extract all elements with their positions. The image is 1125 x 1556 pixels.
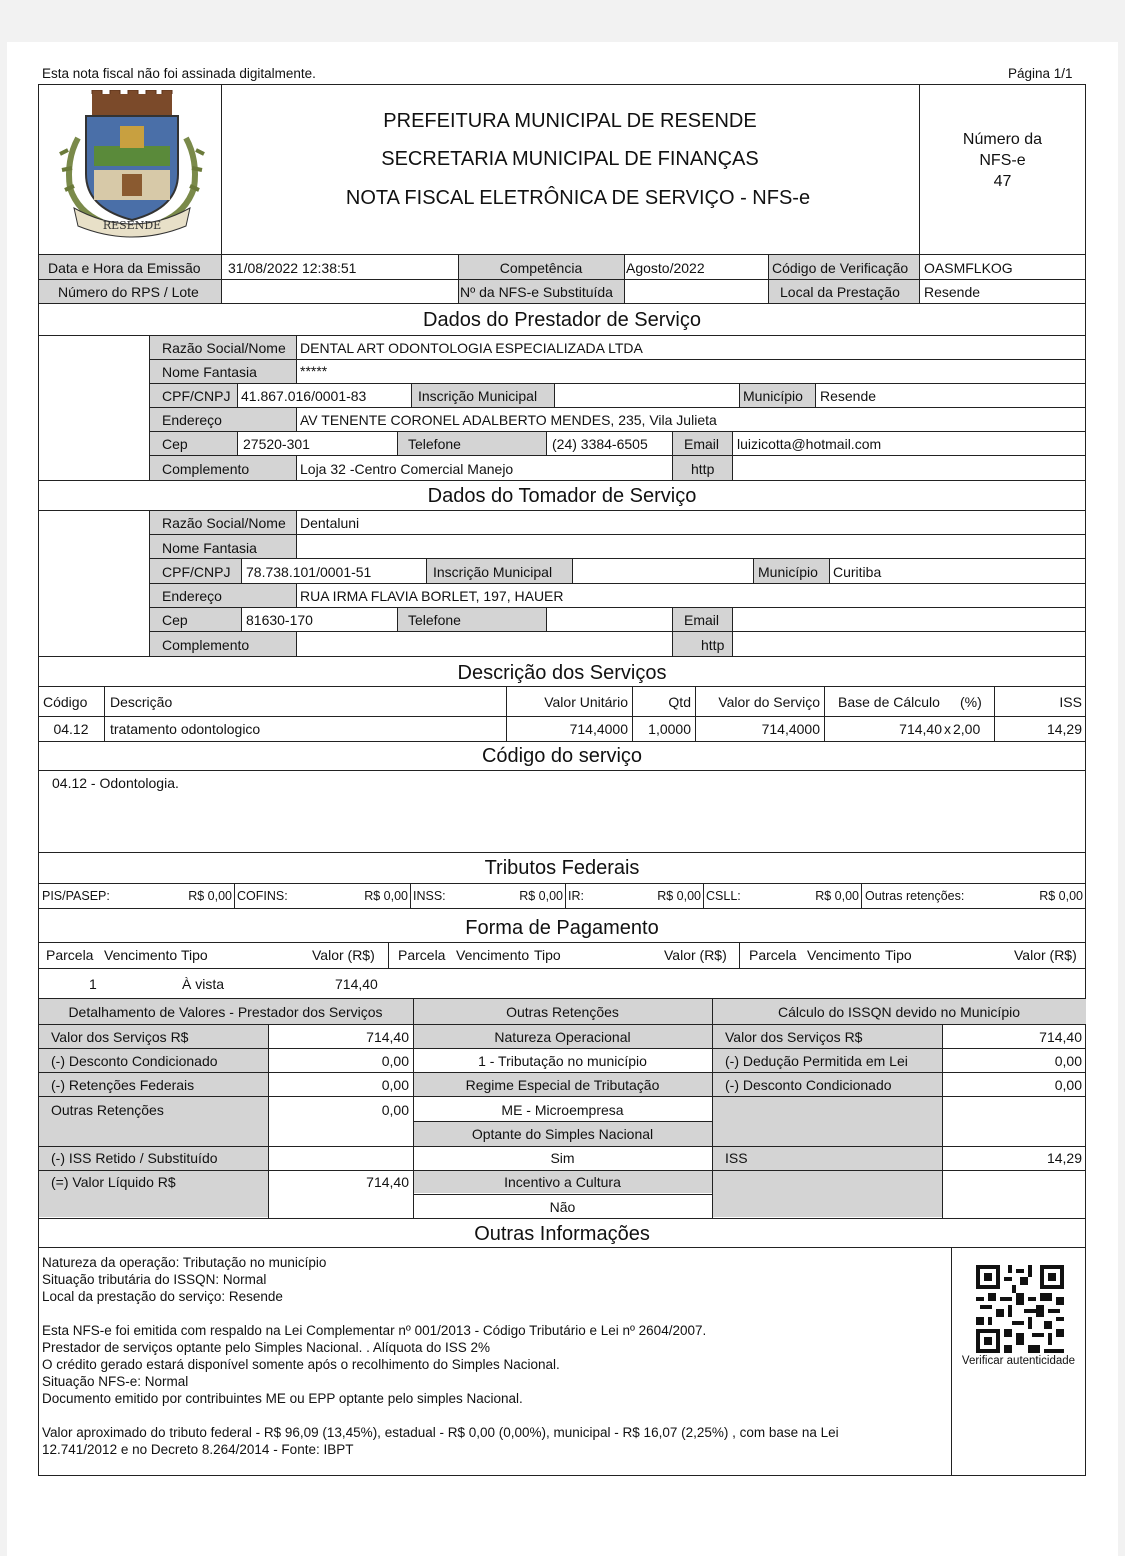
servicos-header-codigo: Código	[43, 694, 88, 710]
info-line-9: Documento emitido por contribuintes ME ou EPP optante pelo simples Nacional.	[42, 1391, 523, 1406]
det-natureza-value: 1 - Tributação no município	[478, 1053, 647, 1069]
competencia-label: Competência	[499, 260, 583, 276]
det-outras-ret-value: 0,00	[381, 1102, 409, 1118]
codigo-servico-text: 04.12 - Odontologia.	[52, 775, 179, 791]
prestador-municipio-value: Resende	[820, 388, 877, 404]
nfse-number-label-2: NFS-e	[979, 152, 1026, 169]
tributo-pis-value: R$ 0,00	[188, 889, 232, 903]
servico-iss: 14,29	[1046, 721, 1082, 737]
pag-parcela: 1	[89, 976, 97, 992]
det-c3-deducao-label: (-) Dedução Permitida em Lei	[725, 1053, 908, 1069]
rps-label: Número do RPS / Lote	[58, 284, 199, 300]
prestador-endereco-label: Endereço	[162, 412, 222, 428]
det-iss-retido-label: (-) ISS Retido / Substituído	[51, 1150, 218, 1166]
prestador-fantasia-value: *****	[300, 363, 328, 379]
pag-h-tipo-2: Tipo	[534, 947, 561, 963]
tomador-razao-label: Razão Social/Nome	[162, 515, 286, 531]
codigo-verificacao-value: OASMFLKOG	[924, 260, 1013, 276]
tomador-razao-value: Dentaluni	[300, 515, 360, 531]
tomador-endereco-value: RUA IRMA FLAVIA BORLET, 197, HAUER	[300, 588, 564, 604]
info-line-2: Situação tributária do ISSQN: Normal	[42, 1272, 267, 1287]
prestador-fantasia-label: Nome Fantasia	[162, 364, 257, 380]
tributo-outras-value: R$ 0,00	[1039, 889, 1083, 903]
local-prestacao-value: Resende	[924, 284, 981, 300]
tributo-outras-label: Outras retenções:	[865, 889, 965, 903]
prestador-cpf-value: 41.867.016/0001-83	[241, 388, 367, 404]
det-c3-desconto-label: (-) Desconto Condicionado	[725, 1077, 892, 1093]
det-regime-label: Regime Especial de Tributação	[465, 1077, 660, 1093]
prestador-cep-label: Cep	[162, 436, 188, 452]
pag-h-parcela-3: Parcela	[749, 947, 797, 963]
pag-h-valor-2: Valor (R$)	[664, 947, 727, 963]
tomador-im-label: Inscrição Municipal	[433, 564, 553, 580]
det-c3-valor-label: Valor dos Serviços R$	[725, 1029, 863, 1045]
codigo-servico-title: Código do serviço	[481, 745, 643, 767]
codigo-verificacao-label: Código de Verificação	[772, 260, 909, 276]
prestador-telefone-label: Telefone	[408, 436, 461, 452]
det-c3-deducao-value: 0,00	[1054, 1053, 1082, 1069]
pag-h-parcela-2: Parcela	[398, 947, 446, 963]
pag-h-valor-1: Valor (R$)	[312, 947, 375, 963]
tributos-title: Tributos Federais	[484, 857, 640, 879]
det-cultura-label: Incentivo a Cultura	[504, 1174, 621, 1190]
emissao-label: Data e Hora da Emissão	[48, 260, 201, 276]
det-regime-value: ME - Microempresa	[501, 1102, 624, 1118]
pag-tipo: À vista	[182, 976, 225, 992]
tomador-endereco-label: Endereço	[162, 588, 222, 604]
qr-code-icon[interactable]	[976, 1265, 1064, 1353]
tomador-email-label: Email	[684, 612, 720, 628]
info-line-5: Esta NFS-e foi emitida com respaldo na Lei Complementar nº 001/2013 - Código Tributário e Lei nº 2604/2007.	[42, 1323, 707, 1338]
nfse-number-label: Número da	[962, 131, 1043, 148]
servicos-header-iss: ISS	[1059, 694, 1082, 710]
substituida-label: Nº da NFS-e Substituída	[460, 284, 613, 300]
prestador-razao-label: Razão Social/Nome	[162, 340, 286, 356]
tributo-cofins-value: R$ 0,00	[364, 889, 408, 903]
tributo-csll-value: R$ 0,00	[815, 889, 859, 903]
prestador-email-label: Email	[684, 436, 720, 452]
det-cultura-value: Não	[549, 1199, 576, 1215]
emissao-value: 31/08/2022 12:38:51	[228, 260, 357, 276]
tributo-csll-label: CSLL:	[706, 889, 741, 903]
info-line-8: Situação NFS-e: Normal	[42, 1374, 189, 1389]
prestador-im-label: Inscrição Municipal	[418, 388, 538, 404]
prestador-complemento-label: Complemento	[162, 461, 250, 477]
det-liquido-label: (=) Valor Líquido R$	[51, 1174, 176, 1190]
info-line-7: O crédito gerado estará disponível somente após o recolhimento do Simples Nacional.	[42, 1357, 560, 1372]
outras-info-title: Outras Informações	[474, 1223, 650, 1245]
prestador-endereco-value: AV TENENTE CORONEL ADALBERTO MENDES, 235, Vila Julieta	[300, 412, 717, 428]
pagamento-title: Forma de Pagamento	[465, 917, 659, 939]
det-liquido-value: 714,40	[366, 1174, 409, 1190]
det-valor-servicos-value: 714,40	[366, 1029, 409, 1045]
tomador-municipio-value: Curitiba	[833, 564, 882, 580]
det-c3-desconto-value: 0,00	[1054, 1077, 1082, 1093]
local-prestacao-label: Local da Prestação	[780, 284, 900, 300]
det-c3-iss-value: 14,29	[1046, 1150, 1082, 1166]
pag-h-tipo-3: Tipo	[885, 947, 912, 963]
competencia-value: Agosto/2022	[626, 260, 705, 276]
servicos-header-descricao: Descrição	[110, 694, 173, 710]
prestador-email-value: luizicotta@hotmail.com	[737, 436, 882, 452]
tomador-fantasia-label: Nome Fantasia	[162, 540, 257, 556]
page-number: Página 1/1	[1008, 66, 1073, 81]
servicos-header-base-calculo: Base de Cálculo	[838, 694, 940, 710]
servicos-section-title: Descrição dos Serviços	[457, 662, 667, 684]
det-c3-valor-value: 714,40	[1039, 1029, 1082, 1045]
tomador-http-label: http	[701, 637, 725, 653]
servicos-header-valor-servico: Valor do Serviço	[718, 694, 820, 710]
pag-h-vencimento-1: Vencimento	[104, 947, 178, 963]
tomador-telefone-label: Telefone	[408, 612, 461, 628]
tributo-cofins-label: COFINS:	[237, 889, 288, 903]
coat-of-arms-logo	[48, 90, 216, 240]
prestador-complemento-value: Loja 32 -Centro Comercial Manejo	[300, 461, 514, 477]
nfse-number-value: 47	[993, 173, 1012, 190]
tomador-cpf-label: CPF/CNPJ	[162, 564, 231, 580]
servico-valor: 714,4000	[761, 721, 820, 737]
servico-x: x	[944, 721, 951, 737]
tomador-section-title: Dados do Tomador de Serviço	[427, 485, 697, 507]
detalhamento-col1-title: Detalhamento de Valores - Prestador dos Serviços	[68, 1004, 383, 1020]
det-ret-federais-value: 0,00	[381, 1077, 409, 1093]
servico-base-calculo: 714,40	[899, 721, 942, 737]
det-simples-label: Optante do Simples Nacional	[471, 1126, 654, 1142]
prestador-section-title: Dados do Prestador de Serviço	[423, 309, 701, 331]
det-simples-value: Sim	[550, 1150, 575, 1166]
pag-h-tipo-1: Tipo	[181, 947, 208, 963]
header-document-title: NOTA FISCAL ELETRÔNICA DE SERVIÇO - NFS-e	[345, 187, 811, 209]
tributo-ir-label: IR:	[568, 889, 584, 903]
det-outras-ret-label: Outras Retenções	[51, 1102, 164, 1118]
pag-h-parcela-1: Parcela	[46, 947, 94, 963]
prestador-telefone-value: (24) 3384-6505	[552, 436, 648, 452]
tomador-municipio-label: Município	[758, 564, 818, 580]
servico-descricao: tratamento odontologico	[110, 721, 261, 737]
tomador-complemento-label: Complemento	[162, 637, 250, 653]
servico-qtd: 1,0000	[648, 721, 691, 737]
tributo-inss-label: INSS:	[413, 889, 446, 903]
logo-text: RESENDE	[102, 219, 162, 232]
servicos-header-qtd: Qtd	[668, 694, 691, 710]
servicos-header-valor-unitario: Valor Unitário	[544, 694, 628, 710]
detalhamento-col2-title: Outras Retenções	[506, 1004, 619, 1020]
info-line-12: 12.741/2012 e no Decreto 8.264/2014 - Fonte: IBPT	[42, 1442, 354, 1457]
prestador-cep-value: 27520-301	[243, 436, 310, 452]
det-ret-federais-label: (-) Retenções Federais	[51, 1077, 195, 1093]
prestador-razao-value: DENTAL ART ODONTOLOGIA ESPECIALIZADA LTDA	[300, 340, 643, 356]
prestador-municipio-label: Município	[743, 388, 803, 404]
det-c3-iss-label: ISS	[725, 1150, 748, 1166]
servico-codigo: 04.12	[53, 721, 89, 737]
pag-h-vencimento-2: Vencimento	[456, 947, 530, 963]
tomador-cep-value: 81630-170	[246, 612, 313, 628]
info-line-1: Natureza da operação: Tributação no município	[42, 1255, 327, 1270]
servico-percent: 2,00	[953, 721, 981, 737]
tomador-cep-label: Cep	[162, 612, 188, 628]
pag-valor: 714,40	[335, 976, 378, 992]
header-prefeitura: PREFEITURA MUNICIPAL DE RESENDE	[383, 110, 757, 132]
tomador-cpf-value: 78.738.101/0001-51	[246, 564, 372, 580]
servico-valor-unitario: 714,4000	[569, 721, 628, 737]
det-desconto-value: 0,00	[381, 1053, 409, 1069]
tributo-pis-label: PIS/PASEP:	[42, 889, 110, 903]
signature-note: Esta nota fiscal não foi assinada digitalmente.	[42, 66, 316, 81]
info-line-6: Prestador de serviços optante pelo Simples Nacional. . Alíquota do ISS 2%	[42, 1340, 491, 1355]
pag-h-vencimento-3: Vencimento	[807, 947, 881, 963]
det-desconto-label: (-) Desconto Condicionado	[51, 1053, 218, 1069]
verificar-autenticidade-link[interactable]: Verificar autenticidade	[961, 1355, 1076, 1367]
servicos-header-percent: (%)	[960, 694, 982, 710]
tributo-ir-value: R$ 0,00	[657, 889, 701, 903]
prestador-http-label: http	[691, 461, 715, 477]
pag-h-valor-3: Valor (R$)	[1014, 947, 1077, 963]
det-natureza-label: Natureza Operacional	[494, 1029, 631, 1045]
info-line-3: Local da prestação do serviço: Resende	[42, 1289, 283, 1304]
det-valor-servicos-label: Valor dos Serviços R$	[51, 1029, 189, 1045]
tributo-inss-value: R$ 0,00	[519, 889, 563, 903]
prestador-cpf-label: CPF/CNPJ	[162, 388, 231, 404]
detalhamento-col3-title: Cálculo do ISSQN devido no Município	[777, 1004, 1021, 1020]
info-line-11: Valor aproximado do tributo federal - R$ 96,09 (13,45%), estadual - R$ 0,00 (0,00%), municipal - R$ 16,07 (2,25%) , com base na Lei	[42, 1425, 839, 1440]
header-secretaria: SECRETARIA MUNICIPAL DE FINANÇAS	[381, 148, 759, 170]
